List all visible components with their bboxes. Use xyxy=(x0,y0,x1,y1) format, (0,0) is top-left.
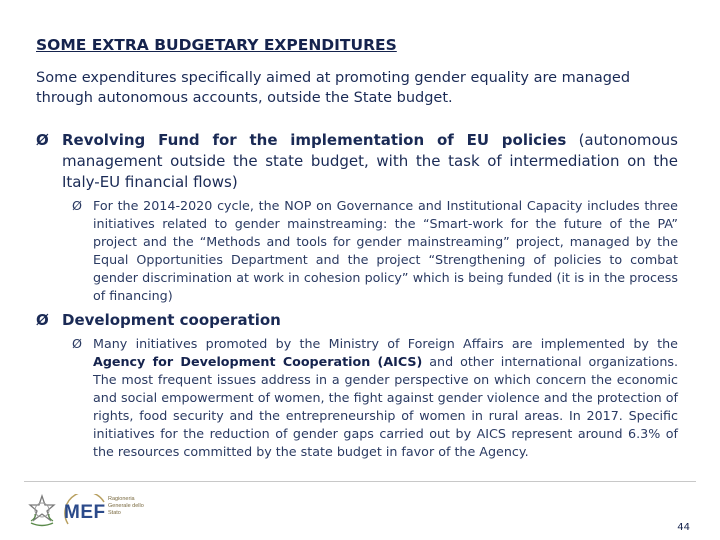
bullet-revolving-fund xyxy=(36,130,678,193)
sub-bullet-nop xyxy=(72,197,678,305)
mef-logo-text: MEF xyxy=(64,502,106,523)
bullet-lead: Revolving Fund for the implementation of EU policies xyxy=(62,131,567,149)
slide-title: SOME EXTRA BUDGETARY EXPENDITURES xyxy=(36,36,397,54)
sub-bullet-text: Many initiatives promoted by the Ministry of Foreign Affairs are implemented by the xyxy=(93,336,678,351)
bullet-arrow-icon: Ø xyxy=(36,131,49,149)
bullet-development-cooperation xyxy=(36,310,678,331)
sub-bullet-text-after: and other international organizations. The most frequent issues address in a gender perspective on which concern the economic and social empowerment of women, the fight against gender violence and the protection of rights, food security and the entrepreneurship of women in rural areas. In 2017. Specific initiatives for the reduction of gender gaps carried out by AICS represent around 6.3% of the resources committed by the state budget in favor of the Agency. xyxy=(93,354,678,459)
sub-bullet-strong: Agency for Development Cooperation (AICS) xyxy=(93,354,423,369)
bullet-rest: (autonomous management outside the state budget, with the task of intermediation on the Italy-EU financial flows) xyxy=(62,131,678,191)
sub-bullet-arrow-icon: Ø xyxy=(72,198,82,213)
bullet-arrow-icon: Ø xyxy=(36,311,49,329)
sub-bullet-arrow-icon: Ø xyxy=(72,336,82,351)
sub-bullet-text: For the 2014-2020 cycle, the NOP on Governance and Institutional Capacity includes three initiatives related to gender mainstreaming: the “Smart-work for the future of the PA” project and the “Methods and tools for gender mainstreaming” project, managed by the Equal Opportunities Department and the project “Strengthening of policies to combat gender discrimination at work in cohesion policy” which is being funded (it is in the process of financing) xyxy=(93,198,678,303)
intro-paragraph: Some expenditures specifically aimed at promoting gender equality are managed through autonomous accounts, outside the State budget. xyxy=(36,70,631,106)
mef-logo-subtext: Ragioneria Generale dello Stato xyxy=(108,496,144,516)
bullet-lead: Development cooperation xyxy=(62,311,281,329)
sub-bullet-aics xyxy=(72,335,678,461)
footer-divider xyxy=(24,481,696,482)
italian-emblem-icon xyxy=(26,494,58,528)
page-number: 44 xyxy=(677,522,690,533)
